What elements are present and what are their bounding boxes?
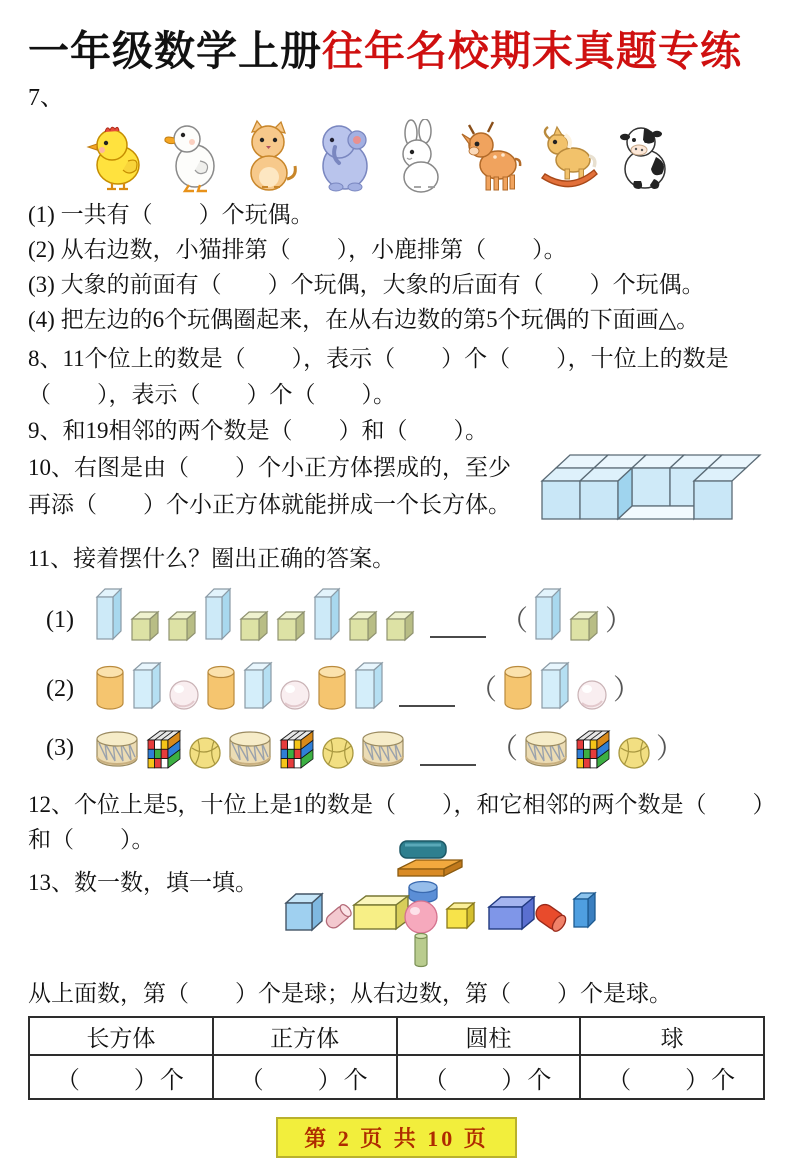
pattern-row-label: (2) [46, 676, 74, 703]
cube-green [129, 607, 161, 642]
pattern-row [46, 728, 765, 770]
question-12: 12、个位上是5，十位上是1的数是（ ），和它相邻的两个数是（ ）和（ ）。 [28, 792, 764, 853]
question-10 [28, 449, 765, 541]
cow-toy [611, 119, 677, 193]
cube-green [384, 607, 416, 642]
header-sphere: 球 [580, 1017, 764, 1055]
q7-item-2: (2) 从右边数，小猫排第（ ），小鹿排第（ ）。 [28, 237, 567, 263]
footer-wrap [28, 1117, 765, 1158]
cell-sphere-count: （ ）个 [580, 1055, 764, 1099]
sphere-pink [405, 901, 437, 933]
cylinder-pink-small [324, 903, 354, 931]
q7-item-3: (3) 大象的前面有（ ）个玩偶，大象的后面有（ ）个玩偶。 [28, 272, 705, 298]
count-table-answer-row [29, 1055, 764, 1099]
rubik-cube [278, 728, 316, 770]
cuboid-blue [94, 585, 124, 642]
cylinder-orange [205, 663, 237, 711]
title-black: 一年级数学上册 [28, 28, 322, 74]
count-table-header-row [29, 1017, 764, 1055]
paren-close-icon: ） [605, 606, 634, 638]
question-13-subtext: 从上面数，第（ ）个是球；从右边数，第（ ）个是球。 [28, 981, 672, 1007]
header-cube: 正方体 [213, 1017, 397, 1055]
cuboid-skyblue [131, 659, 163, 711]
paren-close-icon: ） [656, 734, 685, 766]
answer-blank [420, 764, 476, 766]
header-cuboid: 长方体 [29, 1017, 213, 1055]
cylinder-blue-small [409, 882, 437, 903]
cylinder-orange [94, 663, 126, 711]
cuboid-blue-small [574, 893, 595, 927]
cube-yellow-small [447, 903, 474, 928]
cylinder-orange [316, 663, 348, 711]
cube-green [166, 607, 198, 642]
question-7-number: 7、 [28, 85, 64, 112]
question-13 [28, 865, 765, 977]
cuboid-blue-large [489, 897, 534, 929]
question-10-text: 10、右图是由（ ）个小正方体摆成的，至少再添（ ）个小正方体就能拼成一个长方体。 [28, 455, 511, 518]
q7-item-4: (4) 把左边的6个玩偶圈起来，在从右边数的第5个玩偶的下面画△。 [28, 307, 700, 333]
drum [360, 729, 406, 770]
answer-choices [490, 728, 684, 770]
paren-open-icon: （ [469, 675, 498, 707]
page-title [28, 26, 765, 77]
deer-toy [461, 119, 527, 193]
paren-close-icon: ） [613, 675, 642, 707]
cuboid-skyblue [353, 659, 385, 711]
pattern-row [46, 659, 765, 711]
pattern-row [46, 585, 765, 642]
paren-open-icon: （ [500, 606, 529, 638]
drum [523, 729, 569, 770]
cylinder-orange [502, 663, 534, 711]
pattern-sequence [94, 585, 416, 642]
volleyball [321, 736, 355, 770]
paren-open-icon: （ [490, 734, 519, 766]
cube-green [275, 607, 307, 642]
cell-cube-count: （ ）个 [213, 1055, 397, 1099]
question-9: 9、和19相邻的两个数是（ ）和（ ）。 [28, 418, 488, 444]
cuboid-blue [203, 585, 233, 642]
cube-green [568, 607, 600, 642]
rubik-cube [145, 728, 183, 770]
cat-toy [236, 119, 302, 193]
answer-blank [430, 636, 486, 638]
pattern-sequence [94, 728, 406, 770]
cuboid-blue [533, 585, 563, 642]
volleyball [617, 736, 651, 770]
question-13-text: 13、数一数，填一填。 [28, 870, 258, 896]
cubes-figure [537, 451, 765, 541]
drum [227, 729, 273, 770]
drum [94, 729, 140, 770]
cube-green [347, 607, 379, 642]
cell-cylinder-count: （ ）个 [397, 1055, 581, 1099]
shapes-cross-figure [274, 835, 604, 978]
cuboid-teal [400, 841, 446, 858]
sphere-white [168, 679, 200, 711]
title-red: 往年名校期末真题专练 [322, 28, 742, 74]
cuboid-orange-flat [398, 860, 462, 876]
elephant-toy [311, 119, 377, 193]
cube-skyblue [286, 894, 322, 930]
rocking-horse-toy [536, 119, 602, 193]
rabbit-toy [386, 119, 452, 193]
cuboid-yellow [354, 896, 408, 929]
rubik-cube [574, 728, 612, 770]
count-table [28, 1016, 765, 1100]
cylinder-green-thin [415, 934, 427, 967]
answer-choices [469, 659, 641, 711]
page-number-badge: 第 2 页 共 10 页 [276, 1117, 517, 1158]
cell-cuboid-count: （ ）个 [29, 1055, 213, 1099]
cuboid-blue [312, 585, 342, 642]
sphere-white [279, 679, 311, 711]
toy-row [86, 115, 765, 193]
pattern-row-label: (3) [46, 735, 74, 762]
cylinder-red [533, 901, 569, 934]
pattern-sequence [94, 659, 385, 711]
question-8: 8、11个位上的数是（ ），表示（ ）个（ ），十位上的数是（ ），表示（ ）个（ ）。 [28, 346, 729, 408]
q7-item-1: (1) 一共有（ ）个玩偶。 [28, 202, 314, 228]
pattern-row-label: (1) [46, 607, 74, 634]
chick-toy [86, 119, 152, 193]
answer-choices [500, 585, 633, 642]
duck-toy [161, 119, 227, 193]
volleyball [188, 736, 222, 770]
cube-arrangement-graphic [542, 455, 760, 519]
answer-blank [399, 705, 455, 707]
sphere-white [576, 679, 608, 711]
cuboid-skyblue [242, 659, 274, 711]
question-11-text: 11、接着摆什么？圈出正确的答案。 [28, 546, 396, 572]
cube-green [238, 607, 270, 642]
cuboid-skyblue [539, 659, 571, 711]
pattern-rows [28, 585, 765, 770]
header-cylinder: 圆柱 [397, 1017, 581, 1055]
